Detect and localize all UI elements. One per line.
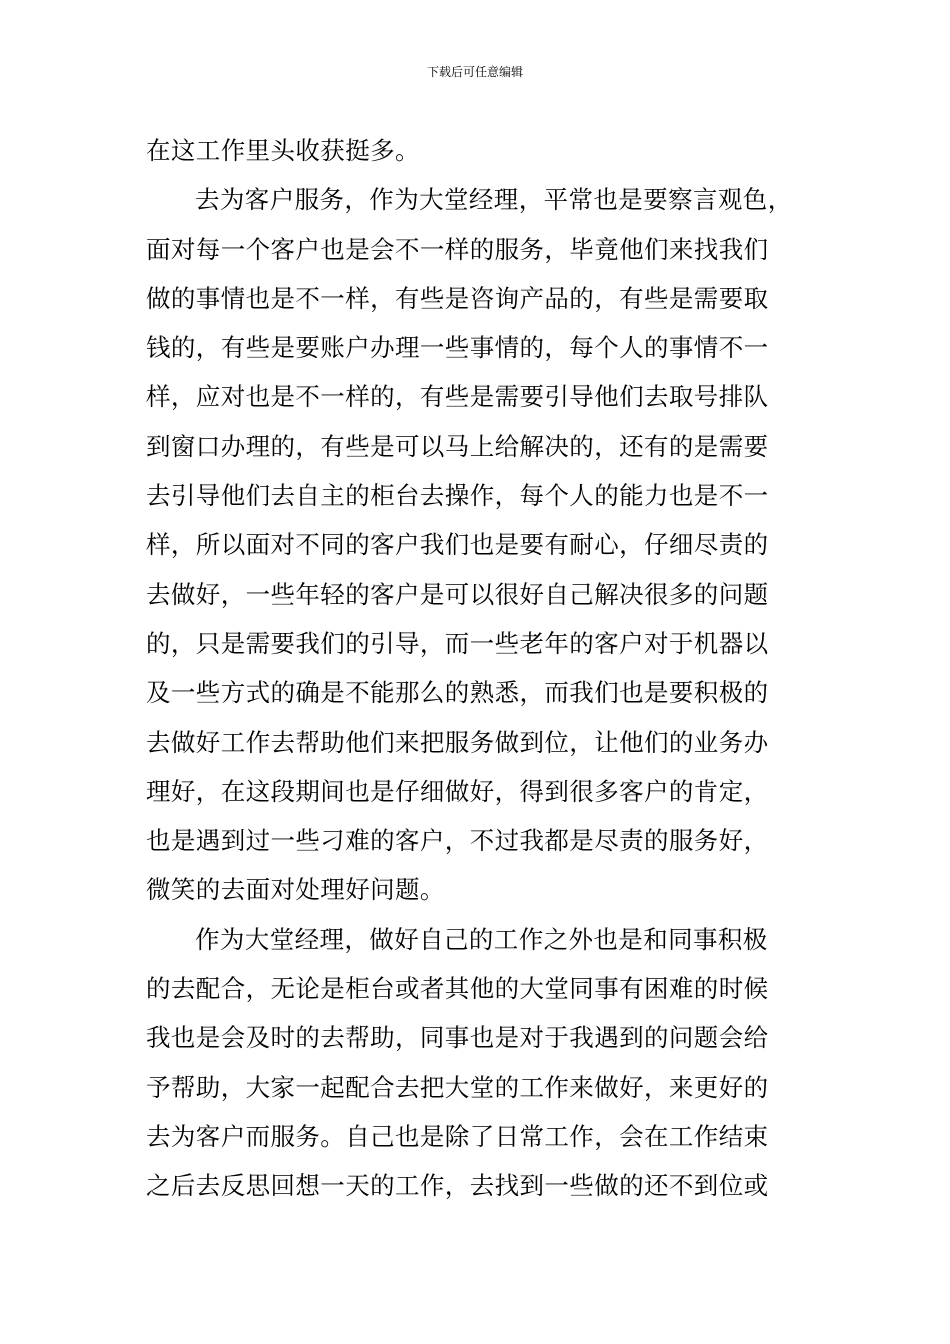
text-line: 微笑的去面对处理好问题。 (146, 875, 445, 905)
text-line: 面对每一个客户也是会不一样的服务，毕竟他们来找我们 (146, 234, 769, 264)
text-line: 作为大堂经理，做好自己的工作之外也是和同事积极 (195, 924, 768, 954)
text-line: 我也是会及时的去帮助，同事也是对于我遇到的问题会给 (146, 1023, 769, 1053)
text-line: 去做好，一些年轻的客户是可以很好自己解决很多的问题 (146, 579, 769, 609)
text-line: 样，所以面对不同的客户我们也是要有耐心，仔细尽责的 (146, 530, 769, 560)
text-line: 样，应对也是不一样的，有些是需要引导他们去取号排队 (146, 382, 769, 412)
text-line: 到窗口办理的，有些是可以马上给解决的，还有的是需要 (146, 431, 769, 461)
text-line: 的，只是需要我们的引导，而一些老年的客户对于机器以 (146, 628, 769, 658)
text-line: 在这工作里头收获挺多。 (146, 136, 420, 165)
text-line: 钱的，有些是要账户办理一些事情的，每个人的事情不一 (146, 333, 769, 363)
document-body (146, 126, 812, 1211)
text-line: 去引导他们去自主的柜台去操作，每个人的能力也是不一 (146, 481, 769, 511)
text-line: 之后去反思回想一天的工作，去找到一些做的还不到位或 (146, 1171, 769, 1201)
page-header: 下载后可任意编辑 (426, 65, 523, 79)
text-line: 的去配合，无论是柜台或者其他的大堂同事有困难的时候 (146, 974, 769, 1004)
text-line: 理好，在这段期间也是仔细做好，得到很多客户的肯定， (146, 776, 769, 806)
text-line: 去做好工作去帮助他们来把服务做到位，让他们的业务办 (146, 727, 769, 757)
text-line: 也是遇到过一些刁难的客户，不过我都是尽责的服务好， (146, 826, 769, 856)
text-line: 及一些方式的确是不能那么的熟悉，而我们也是要积极的 (146, 678, 769, 708)
text-line: 去为客户而服务。自己也是除了日常工作，会在工作结束 (146, 1121, 769, 1151)
text-line: 去为客户服务，作为大堂经理，平常也是要察言观色， (195, 185, 793, 215)
text-line: 做的事情也是不一样，有些是咨询产品的，有些是需要取 (146, 283, 769, 313)
text-line: 予帮助，大家一起配合去把大堂的工作来做好，来更好的 (146, 1072, 769, 1102)
